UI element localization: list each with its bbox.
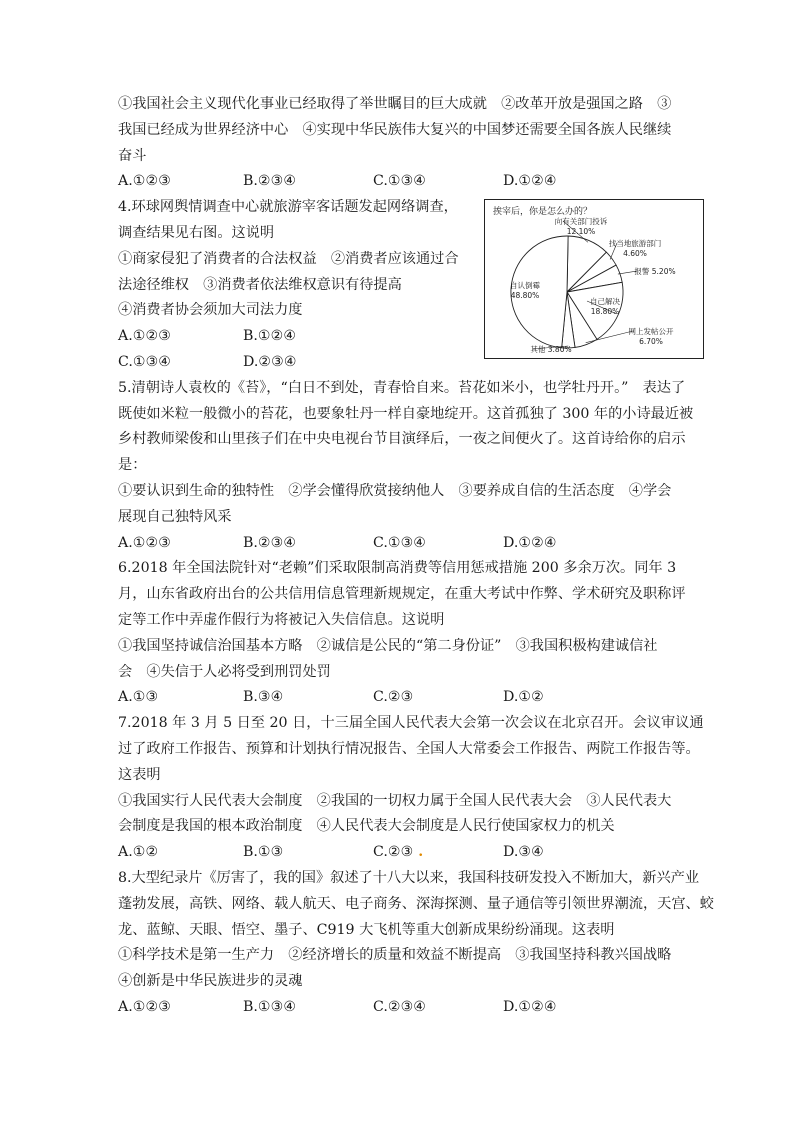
q7-line: 会制度是我国的根本政治制度 ④人民代表大会制度是人民行使国家权力的机关 [118,818,615,835]
option-b: B.①②④ [243,328,297,345]
q8-line: 龙、蓝鲸、天眼、悟空、墨子、C919 大飞机等重大创新成果纷纷涌现。这表明 [118,921,615,938]
q7-options [118,840,688,866]
option-c: C.①③④ [118,353,172,370]
slice-label: 自认倒霉 [510,281,540,291]
slice-label: 自己解决 [590,297,620,307]
option-c: C.①③④ [373,534,427,551]
question-4 [118,195,688,376]
q6-line: 6.2018 年全国法院针对“老赖”们采取限制高消费等信用惩戒措施 200 多余万次。同年 3 [118,560,677,577]
question-5 [118,376,694,557]
q7-line: 7.2018 年 3 月 5 日至 20 日，十三届全国人民代表大会第一次会议在北京召开。会议审议通 [118,715,704,732]
q4-line: ④消费者协会须加大司法力度 [118,302,303,319]
slice-label: 向有关部门投诉 [554,217,608,227]
q8-line: 8.大型纪录片《厉害了，我的国》叙述了十八大以来，我国科技研发投入不断加大，新兴产业 [118,869,700,886]
q5-line: 5.清朝诗人袁枚的《苔》，“白日不到处，青春恰自来。苔花如米小，也学牡丹开。” 表达了 [118,379,686,396]
q7-line: 这表明 [118,766,161,783]
option-d: D.①② [503,689,544,706]
option-a: A.①②③ [118,998,171,1015]
q4-line: 4.环球网舆情调查中心就旅游宰客话题发起网络调查， [118,199,458,216]
q7-line: 过了政府工作报告、预算和计划执行情况报告、全国人大常委会工作报告、两院工作报告等。 [118,740,700,757]
q8-line: ④创新是中华民族进步的灵魂 [118,973,303,990]
option-d: D.②③④ [243,353,297,370]
q7-line: ①我国实行人民代表大会制度 ②我国的一切权力属于全国人民代表大会 ③人民代表大 [118,792,672,809]
q5-line: 乡村教师梁俊和山里孩子们在中央电视台节目演绎后，一夜之间便火了。这首诗给你的启示 [118,431,686,448]
option-b: B.②③④ [243,534,297,551]
q4-line: 法途径维权 ③消费者依法维权意识有待提高 [118,276,402,293]
exam-page [118,92,714,1021]
q6-line: 月，山东省政府出台的公共信用信息管理新规规定，在重大考试中作弊、学术研究及职称评 [118,586,686,603]
option-d: D.①②④ [503,534,557,551]
q3-line: 我国已经成为世界经济中心 ④实现中华民族伟大复兴的中国梦还需要全国各族人民继续 [118,121,672,138]
survey-pie-chart [484,199,704,359]
slice-value-label: 报警 5.20% [634,267,676,277]
option-d: D.③④ [503,844,544,861]
q6-options [118,685,688,711]
slice-label: 网上发帖公开 [628,327,674,337]
q4-options-row2 [118,350,468,376]
q8-line: 蓬勃发展，高铁、网络、载人航天、电子商务、深海探测、量子通信等引领世界潮流，天宫、蛟 [118,895,714,912]
option-c-text: C.②③ [373,844,414,861]
slice-value-label: 12.10% [566,227,596,237]
q5-line: 展现自己独特风采 [118,508,232,525]
q3-line: ①我国社会主义现代化事业已经取得了举世瞩目的巨大成就 ②改革开放是强国之路 ③ [118,96,672,112]
q4-line: ①商家侵犯了消费者的合法权益 ②消费者应该通过合 [118,250,459,267]
option-a: A.①②③ [118,534,171,551]
option-c: C.①③④ [373,173,427,190]
option-b: B.②③④ [243,173,297,190]
slice-value-label: 4.60% [623,249,647,259]
slice-value-label: 6.70% [639,337,663,347]
slice-value-label: 48.80% [510,291,540,301]
question-6 [118,556,688,711]
question-7 [118,711,704,866]
option-a: A.①②③ [118,173,171,190]
option-a: A.①② [118,844,159,861]
option-c [373,840,503,866]
q5-line: 是： [118,457,147,474]
option-b: B.③④ [243,689,284,706]
stray-mark: . [413,844,424,861]
option-a: A.①③ [118,689,159,706]
option-b: B.①③ [243,844,284,861]
q4-options-row1 [118,324,468,350]
pie-chart-svg [485,200,703,358]
q5-line: 既使如米粒一般微小的苔花，也要象牡丹一样自豪地绽开。这首孤独了 300 年的小诗最近被 [118,405,694,422]
q6-line: 会 ④失信于人必将受到刑罚处罚 [118,663,331,680]
option-a: A.①②③ [118,328,171,345]
slice-value-label: 其他 3.80% [530,345,572,355]
q8-options [118,995,688,1021]
q6-line: ①我国坚持诚信治国基本方略 ②诚信是公民的“第二身份证” ③我国积极构建诚信社 [118,637,658,654]
q5-line: ①要认识到生命的独特性 ②学会懂得欣赏接纳他人 ③要养成自信的生活态度 ④学会 [118,482,672,499]
option-d: D.①②④ [503,998,557,1015]
question-3 [118,92,688,195]
question-8 [118,866,714,1021]
slice-label: 找当地旅游部门 [608,239,662,249]
option-c: C.②③ [373,689,414,706]
option-c: C.②③④ [373,998,427,1015]
slice-value-label: 18.80% [590,307,620,317]
q6-line: 定等工作中弄虚作假行为将被记入失信信息。这说明 [118,611,445,628]
q3-options [118,169,688,195]
q3-line: 奋斗 [118,147,147,164]
q4-line: 调查结果见右图。这说明 [118,224,275,241]
option-d: D.①②④ [503,173,557,190]
option-b: B.①③④ [243,998,297,1015]
q8-line: ①科学技术是第一生产力 ②经济增长的质量和效益不断提高 ③我国坚持科教兴国战略 [118,947,672,964]
q5-options [118,531,688,557]
chart-title: 挨宰后，你是怎么办的？ [493,207,593,218]
